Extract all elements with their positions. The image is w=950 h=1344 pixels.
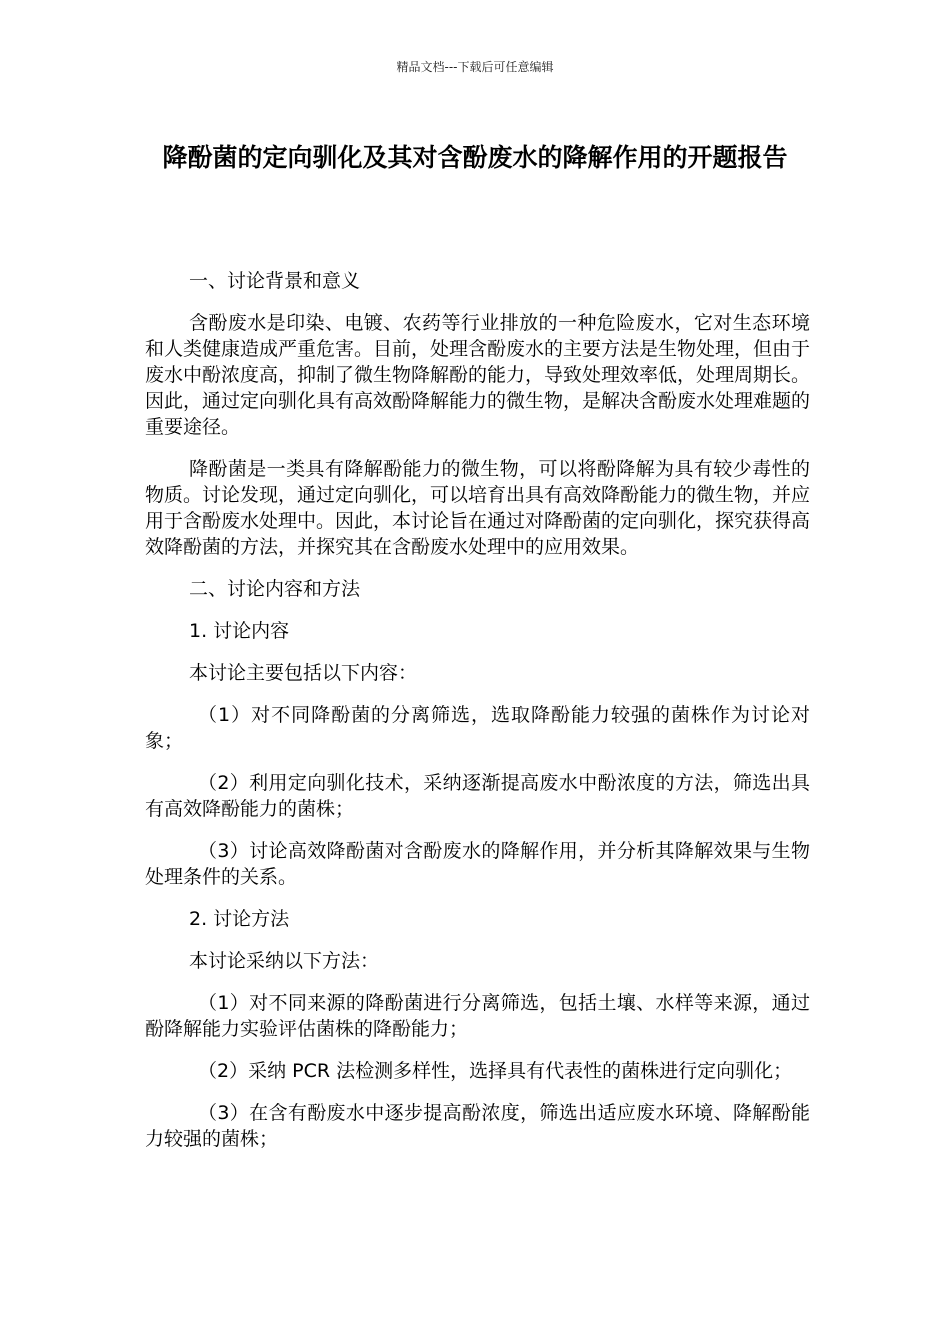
list-item: （3）讨论高效降酚菌对含酚废水的降解作用，并分析其降解效果与生物处理条件的关系。 xyxy=(145,840,810,888)
subsection-2-2-intro: 本讨论采纳以下方法： xyxy=(189,950,380,972)
list-item: （2）采纳 PCR 法检测多样性，选择具有代表性的菌株进行定向驯化； xyxy=(198,1060,793,1082)
document-title: 降酚菌的定向驯化及其对含酚废水的降解作用的开题报告 xyxy=(162,143,788,172)
subsection-2-2-heading: 2. 讨论方法 xyxy=(189,908,290,930)
list-item: （1）对不同来源的降酚菌进行分离筛选，包括土壤、水样等来源，通过酚降解能力实验评估菌株的降酚能力； xyxy=(145,992,810,1040)
section-1-heading: 一、讨论背景和意义 xyxy=(189,270,361,292)
section-2-heading: 二、讨论内容和方法 xyxy=(189,578,361,600)
list-item: （1）对不同降酚菌的分离筛选，选取降酚能力较强的菌株作为讨论对象； xyxy=(145,704,810,752)
section-1-paragraph-2: 降酚菌是一类具有降解酚能力的微生物，可以将酚降解为具有较少毒性的物质。讨论发现，通过定向驯化，可以培育出具有高效降酚能力的微生物，并应用于含酚废水处理中。因此，本讨论旨在通过对降酚菌的定向驯化，探究获得高效降酚菌的方法，并探究其在含酚废水处理中的应用效果。 xyxy=(145,458,811,558)
list-item: （2）利用定向驯化技术，采纳逐渐提高废水中酚浓度的方法，筛选出具有高效降酚能力的菌株； xyxy=(145,772,810,820)
document-body xyxy=(145,268,810,1168)
subsection-2-1-heading: 1. 讨论内容 xyxy=(189,620,290,642)
list-item: （3）在含有酚废水中逐步提高酚浓度，筛选出适应废水环境、降解酚能力较强的菌株； xyxy=(145,1102,810,1150)
section-1-paragraph-1: 含酚废水是印染、电镀、农药等行业排放的一种危险废水，它对生态环境和人类健康造成严重危害。目前，处理含酚废水的主要方法是生物处理，但由于废水中酚浓度高，抑制了微生物降解酚的能力，导致处理效率低，处理周期长。因此，通过定向驯化具有高效酚降解能力的微生物，是解决含酚废水处理难题的重要途径。 xyxy=(145,312,811,438)
subsection-2-1-intro: 本讨论主要包括以下内容： xyxy=(189,662,418,684)
page-header-note: 精品文档---下载后可任意编辑 xyxy=(396,60,554,74)
